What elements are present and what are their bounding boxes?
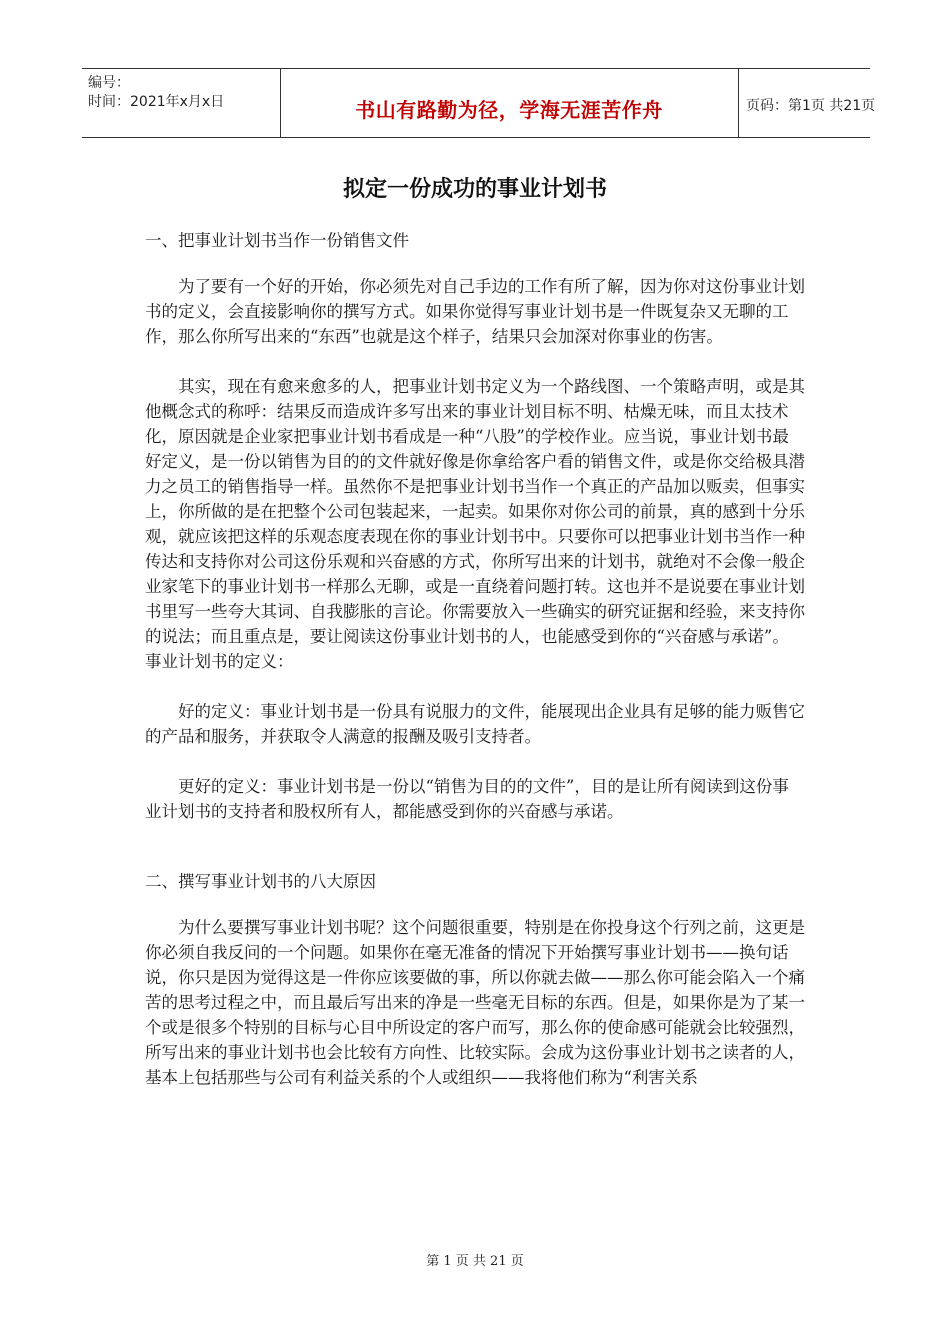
document-number-label: 编号： (88, 75, 130, 91)
paragraph-3: 好的定义：事业计划书是一份具有说服力的文件，能展现出企业具有足够的能力贩售它的产品和服务，并获取令人满意的报酬及吸引支持者。 (145, 702, 805, 746)
header-motto: 书山有路勤为径，学海无涯苦作舟 (355, 98, 663, 122)
section-heading-1: 一、把事业计划书当作一份销售文件 (145, 231, 409, 250)
document-date-label: 时间：2021年x月x日 (88, 94, 225, 110)
header-meta-cell (82, 69, 281, 137)
page-header (82, 68, 876, 138)
paragraph-5: 为什么要撰写事业计划书呢？这个问题很重要，特别是在你投身这个行列之前，这更是你必须自我反问的一个问题。如果你在毫无准备的情况下开始撰写事业计划书——换句话说，你只是因为觉得这是一件你应该要做的事，所以你就去做——那么你可能会陷入一个痛苦的思考过程之中，而且最后写出来的净是一些毫无目标的东西。但是，如果你是为了某一个或是很多个特别的目标与心目中所设定的客户而写，那么你的使命感可能就会比较强烈，所写出来的事业计划书也会比较有方向性、比较实际。会成为这份事业计划书之读者的人，基本上包括那些与公司有利益关系的个人或组织——我将他们称为“利害关系 (145, 918, 805, 1087)
section-heading-2: 二、撰写事业计划书的八大原因 (145, 872, 376, 891)
paragraph-2: 其实，现在有愈来愈多的人，把事业计划书定义为一个路线图、一个策略声明，或是其他概念式的称呼：结果反而造成许多写出来的事业计划目标不明、枯燥无味，而且太技术化，原因就是企业家把事业计划书看成是一种“八股”的学校作业。应当说，事业计划书最好定义，是一份以销售为目的的文件就好像是你拿给客户看的销售文件，或是你交给极具潜力之员工的销售指导一样。虽然你不是把事业计划书当作一个真正的产品加以贩卖，但事实上，你所做的是在把整个公司包装起来，一起卖。如果你对你公司的前景，真的感到十分乐观，就应该把这样的乐观态度表现在你的事业计划书中。只要你可以把事业计划书当作一种传达和支持你对公司这份乐观和兴奋感的方式，你所写出来的计划书，就绝对不会像一般企业家笔下的事业计划书一样那么无聊，或是一直绕着问题打转。这也并不是说要在事业计划书里写一些夸大其词、自我膨胀的言论。你需要放入一些确实的研究证据和经验，来支持你的说法；而且重点是，要让阅读这份事业计划书的人，也能感受到你的“兴奋感与承诺”。事业计划书的定义： (145, 377, 805, 671)
header-page-cell (738, 69, 876, 137)
paragraph-1: 为了要有一个好的开始，你必须先对自己手边的工作有所了解，因为你对这份事业计划书的定义，会直接影响你的撰写方式。如果你觉得写事业计划书是一件既复杂又无聊的工作，那么你所写出来的“东西”也就是这个样子，结果只会加深对你事业的伤害。 (145, 277, 805, 346)
document-body (145, 228, 805, 1090)
document-title: 拟定一份成功的事业计划书 (342, 177, 607, 202)
header-page-number: 页码：第1页 共21页 (746, 98, 876, 114)
header-motto-cell (280, 69, 739, 137)
page-footer: 第 1 页 共 21 页 (426, 1254, 524, 1269)
paragraph-4: 更好的定义：事业计划书是一份以“销售为目的的文件”，目的是让所有阅读到这份事业计划书的支持者和股权所有人，都能感受到你的兴奋感与承诺。 (145, 777, 789, 821)
